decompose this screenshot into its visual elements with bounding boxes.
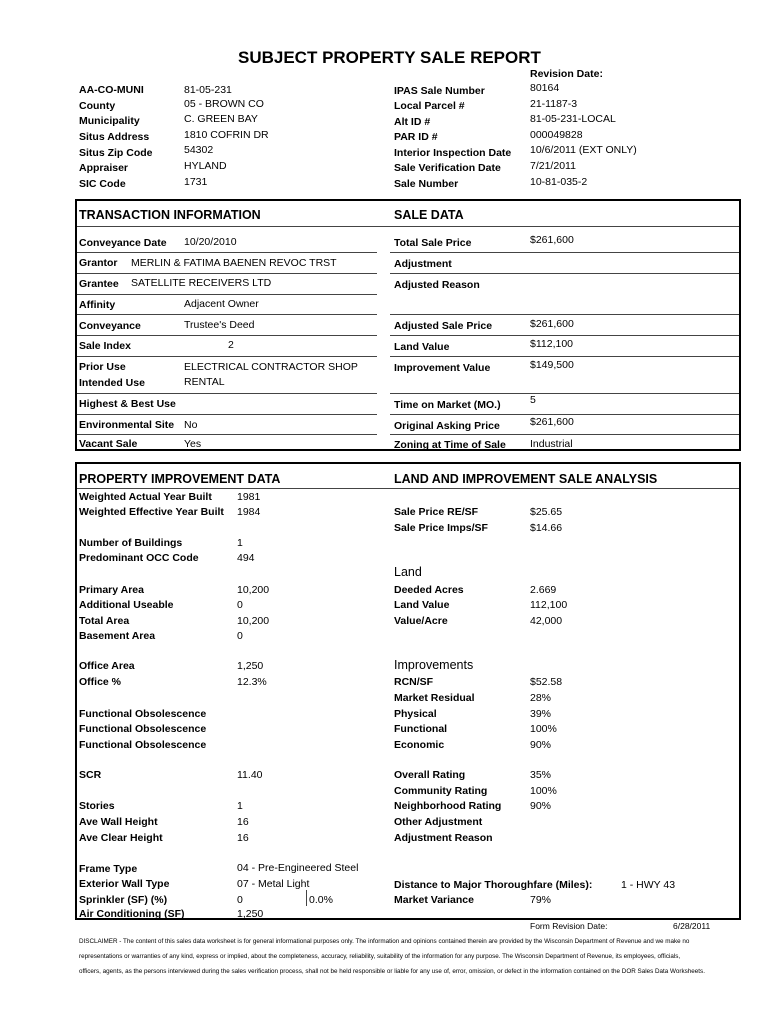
prior-use-label: Prior Use: [79, 361, 126, 373]
additional-useable-label: Additional Useable: [79, 599, 174, 611]
market-variance-label: Market Variance: [394, 894, 474, 906]
situs-zip-value: 54302: [184, 144, 214, 156]
transaction-heading: TRANSACTION INFORMATION: [79, 208, 261, 222]
neighborhood-rating-value: 90%: [530, 800, 552, 812]
conveyance-date-label: Conveyance Date: [79, 237, 167, 249]
sic-code-label: SIC Code: [79, 178, 126, 190]
clear-height-value: 16: [237, 832, 249, 844]
interior-inspection-label: Interior Inspection Date: [394, 147, 512, 159]
scr-label: SCR: [79, 769, 102, 781]
divider: [390, 356, 739, 357]
distance-value: 1 - HWY 43: [621, 879, 676, 891]
affinity-value: Adjacent Owner: [184, 298, 259, 310]
air-conditioning-label: Air Conditioning (SF): [79, 908, 185, 920]
functional-label: Functional: [394, 723, 448, 735]
analysis-land-value-label: Land Value: [394, 599, 450, 611]
page-title: SUBJECT PROPERTY SALE REPORT: [238, 48, 541, 67]
wall-height-value: 16: [237, 816, 249, 828]
divider: [77, 393, 377, 394]
vacant-sale-label: Vacant Sale: [79, 438, 138, 450]
divider: [77, 252, 377, 253]
community-rating-label: Community Rating: [394, 785, 488, 797]
conveyance-label: Conveyance: [79, 320, 141, 332]
sprinkler-pct-value: 0.0%: [309, 894, 333, 906]
sale-index-value: 2: [228, 339, 234, 351]
alt-id-value: 81-05-231-LOCAL: [530, 113, 616, 125]
number-of-buildings-value: 1: [237, 537, 243, 549]
land-heading: Land: [394, 565, 422, 579]
original-asking-price-value: $261,600: [530, 416, 574, 428]
analysis-land-value-value: 112,100: [530, 599, 568, 611]
improvement-value-label: Improvement Value: [394, 362, 491, 374]
primary-area-label: Primary Area: [79, 584, 144, 596]
local-parcel-value: 21-1187-3: [530, 98, 578, 110]
county-value: 05 - BROWN CO: [184, 98, 264, 110]
functional-obsolescence-3-label: Functional Obsolescence: [79, 739, 207, 751]
office-pct-label: Office %: [79, 676, 122, 688]
adjustment-label: Adjustment: [394, 258, 452, 270]
number-of-buildings-label: Number of Buildings: [79, 537, 183, 549]
wall-height-label: Ave Wall Height: [79, 816, 158, 828]
aa-co-muni-label: AA-CO-MUNI: [79, 84, 144, 96]
disclaimer-line-1: DISCLAIMER - The content of this sales data worksheet is for general informational purposes only. The information and opinions contained therein are provided by the Wisconsin Department of Revenue and we make no: [79, 938, 690, 945]
divider: [77, 314, 377, 315]
divider: [77, 273, 377, 274]
time-on-market-label: Time on Market (MO.): [394, 399, 501, 411]
adjusted-sale-price-label: Adjusted Sale Price: [394, 320, 493, 332]
divider: [306, 890, 307, 906]
zoning-value: Industrial: [530, 438, 573, 450]
community-rating-value: 100%: [530, 785, 557, 797]
divider: [77, 434, 377, 435]
frame-type-label: Frame Type: [79, 863, 138, 875]
sprinkler-label: Sprinkler (SF) (%): [79, 894, 168, 906]
municipality-value: C. GREEN BAY: [184, 113, 258, 125]
market-residual-label: Market Residual: [394, 692, 475, 704]
office-area-label: Office Area: [79, 660, 135, 672]
intended-use-value: RENTAL: [184, 376, 225, 388]
market-residual-value: 28%: [530, 692, 552, 704]
deeded-acres-value: 2.669: [530, 584, 557, 596]
occ-code-value: 494: [237, 552, 255, 564]
sale-price-imps-sf-value: $14.66: [530, 522, 563, 534]
divider: [390, 393, 739, 394]
additional-useable-value: 0: [237, 599, 243, 611]
conveyance-value: Trustee's Deed: [184, 319, 255, 331]
neighborhood-rating-label: Neighborhood Rating: [394, 800, 502, 812]
office-area-value: 1,250: [237, 660, 264, 672]
adjusted-sale-price-value: $261,600: [530, 318, 574, 330]
air-conditioning-value: 1,250: [237, 908, 264, 920]
intended-use-label: Intended Use: [79, 377, 145, 389]
divider: [77, 356, 377, 357]
value-acre-value: 42,000: [530, 615, 563, 627]
divider: [77, 488, 739, 489]
situs-address-label: Situs Address: [79, 131, 150, 143]
frame-type-value: 04 - Pre-Engineered Steel: [237, 862, 359, 874]
situs-zip-label: Situs Zip Code: [79, 147, 153, 159]
office-pct-value: 12.3%: [237, 676, 267, 688]
ipas-sale-number-label: IPAS Sale Number: [394, 85, 485, 97]
effective-year-label: Weighted Effective Year Built: [79, 506, 224, 518]
divider: [390, 414, 739, 415]
primary-area-value: 10,200: [237, 584, 270, 596]
total-area-value: 10,200: [237, 615, 270, 627]
rcn-sf-value: $52.58: [530, 676, 563, 688]
interior-inspection-value: 10/6/2011 (EXT ONLY): [530, 144, 637, 156]
overall-rating-label: Overall Rating: [394, 769, 466, 781]
total-sale-price-label: Total Sale Price: [394, 237, 472, 249]
conveyance-date-value: 10/20/2010: [184, 236, 237, 248]
revision-label: Revision Date:: [530, 68, 603, 80]
aa-co-muni-value: 81-05-231: [184, 84, 232, 96]
basement-area-value: 0: [237, 630, 243, 642]
divider: [390, 273, 739, 274]
affinity-label: Affinity: [79, 299, 116, 311]
par-id-label: PAR ID #: [394, 131, 438, 143]
sic-code-value: 1731: [184, 176, 208, 188]
environmental-site-value: No: [184, 419, 198, 431]
overall-rating-value: 35%: [530, 769, 552, 781]
adjustment-reason-label: Adjustment Reason: [394, 832, 493, 844]
market-variance-value: 79%: [530, 894, 552, 906]
original-asking-price-label: Original Asking Price: [394, 420, 500, 432]
divider: [77, 294, 377, 295]
sale-number-label: Sale Number: [394, 178, 459, 190]
actual-year-label: Weighted Actual Year Built: [79, 491, 212, 503]
sale-number-value: 10-81-035-2: [530, 176, 588, 188]
land-value-label: Land Value: [394, 341, 450, 353]
effective-year-value: 1984: [237, 506, 261, 518]
sale-data-heading: SALE DATA: [394, 208, 464, 222]
grantee-value: SATELLITE RECEIVERS LTD: [131, 277, 272, 289]
sale-verification-value: 7/21/2011: [530, 160, 576, 172]
local-parcel-label: Local Parcel #: [394, 100, 465, 112]
grantee-label: Grantee: [79, 278, 119, 290]
ipas-sale-number-value: 80164: [530, 82, 560, 94]
county-label: County: [79, 100, 116, 112]
functional-obsolescence-1-label: Functional Obsolescence: [79, 708, 207, 720]
divider: [390, 434, 739, 435]
time-on-market-value: 5: [530, 394, 536, 406]
functional-obsolescence-2-label: Functional Obsolescence: [79, 723, 207, 735]
sale-price-re-sf-value: $25.65: [530, 506, 563, 518]
form-revision-date: 6/28/2011: [673, 921, 711, 931]
physical-label: Physical: [394, 708, 437, 720]
disclaimer-line-2: representations or warranties of any kind, express or implied, about the completeness, accuracy, reliability, suitability of the information for any purpose. The Wisconsin Department of Revenue, its employees, officials,: [79, 953, 681, 960]
alt-id-label: Alt ID #: [394, 116, 431, 128]
sale-index-label: Sale Index: [79, 340, 131, 352]
zoning-label: Zoning at Time of Sale: [394, 439, 506, 451]
sale-price-re-sf-label: Sale Price RE/SF: [394, 506, 479, 518]
prior-use-value: ELECTRICAL CONTRACTOR SHOP: [184, 361, 358, 373]
vacant-sale-value: Yes: [184, 438, 202, 450]
divider: [390, 252, 739, 253]
rcn-sf-label: RCN/SF: [394, 676, 434, 688]
actual-year-value: 1981: [237, 491, 261, 503]
physical-value: 39%: [530, 708, 552, 720]
economic-label: Economic: [394, 739, 445, 751]
clear-height-label: Ave Clear Height: [79, 832, 163, 844]
distance-label: Distance to Major Thoroughfare (Miles):: [394, 879, 593, 891]
stories-label: Stories: [79, 800, 115, 812]
environmental-site-label: Environmental Site: [79, 419, 175, 431]
situs-address-value: 1810 COFRIN DR: [184, 129, 269, 141]
total-area-label: Total Area: [79, 615, 130, 627]
improvement-heading: PROPERTY IMPROVEMENT DATA: [79, 472, 281, 486]
grantor-value: MERLIN & FATIMA BAENEN REVOC TRST: [131, 257, 337, 269]
form-revision-label: Form Revision Date:: [530, 921, 608, 931]
divider: [77, 335, 377, 336]
economic-value: 90%: [530, 739, 552, 751]
basement-area-label: Basement Area: [79, 630, 156, 642]
appraiser-label: Appraiser: [79, 162, 129, 174]
exterior-wall-label: Exterior Wall Type: [79, 878, 170, 890]
functional-value: 100%: [530, 723, 557, 735]
total-sale-price-value: $261,600: [530, 234, 574, 246]
scr-value: 11.40: [237, 769, 263, 781]
disclaimer-line-3: officers, agents, as the persons interviewed during the sales verification process, shall not be held responsible or liable for any use of, error, omission, or defect in the information contained on the DOR Sales Data Worksheets.: [79, 968, 705, 975]
municipality-label: Municipality: [79, 115, 140, 127]
improvements-heading: Improvements: [394, 658, 474, 672]
divider: [77, 226, 739, 227]
sprinkler-sf-value: 0: [237, 894, 243, 906]
analysis-heading: LAND AND IMPROVEMENT SALE ANALYSIS: [394, 472, 658, 486]
par-id-value: 000049828: [530, 129, 583, 141]
other-adjustment-label: Other Adjustment: [394, 816, 483, 828]
improvement-value-value: $149,500: [530, 359, 574, 371]
occ-code-label: Predominant OCC Code: [79, 552, 199, 564]
exterior-wall-value: 07 - Metal Light: [237, 878, 310, 890]
divider: [77, 414, 377, 415]
stories-value: 1: [237, 800, 243, 812]
sale-verification-label: Sale Verification Date: [394, 162, 501, 174]
value-acre-label: Value/Acre: [394, 615, 448, 627]
grantor-label: Grantor: [79, 257, 118, 269]
highest-best-use-label: Highest & Best Use: [79, 398, 176, 410]
sale-price-imps-sf-label: Sale Price Imps/SF: [394, 522, 488, 534]
deeded-acres-label: Deeded Acres: [394, 584, 464, 596]
divider: [390, 335, 739, 336]
appraiser-value: HYLAND: [184, 160, 227, 172]
land-value-value: $112,100: [530, 338, 574, 350]
divider: [390, 314, 739, 315]
adjusted-reason-label: Adjusted Reason: [394, 279, 480, 291]
